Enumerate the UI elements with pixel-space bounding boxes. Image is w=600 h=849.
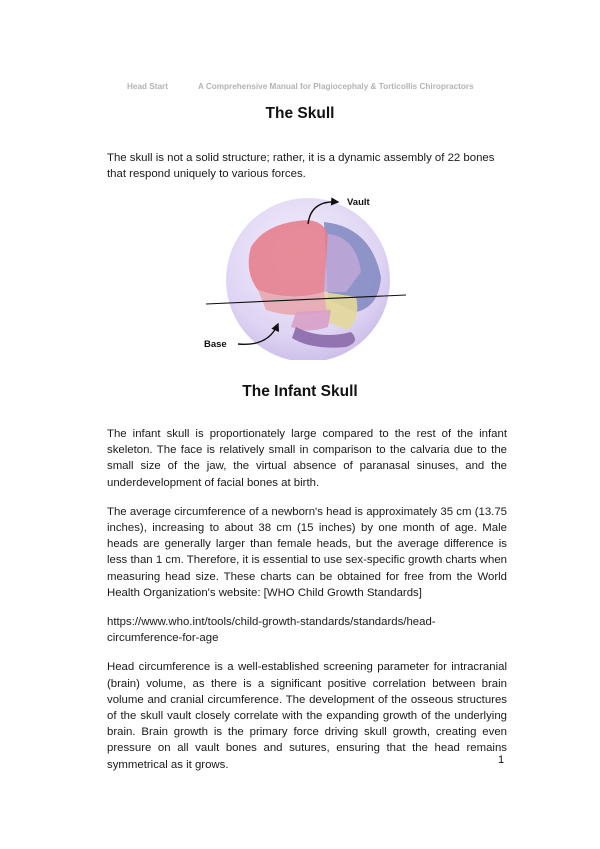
page-number: 1	[498, 754, 505, 766]
paragraph-proportions: The infant skull is proportionately large compared to the rest of the infant skeleton. The face is relatively small in comparison to the calvaria due to the small size of the jaw, the virtual absence of paranasal sinuses, and the underdevelopment of facial bones at birth.	[107, 428, 507, 489]
running-header	[127, 82, 560, 91]
maxilla-bone	[291, 310, 331, 331]
skull-illustration	[196, 192, 426, 360]
paragraph-screening: Head circumference is a well-established screening parameter for intracranial (brain) volume, as there is a significant positive correlation between brain volume and cranial circumference. The development of the osseous structures of the skull vault closely correlate with the expanding growth of the underlying brain. Brain growth is the primary force driving skull growth, creating even pressure on all vault bones and sutures, ensuring that the head remains symmetrical as it grows.	[107, 661, 507, 771]
header-book-title: Head Start	[127, 82, 168, 91]
section-title-infant-skull: The Infant Skull	[242, 383, 358, 400]
intro-paragraph: The skull is not a solid structure; rather, it is a dynamic assembly of 22 bones that respond uniquely to various forces.	[107, 152, 495, 180]
body-text	[107, 426, 507, 786]
who-url: https://www.who.int/tools/child-growth-standards/standards/head-circumference-for-age	[107, 616, 436, 645]
section-title-skull: The Skull	[265, 105, 335, 122]
base-label: Base	[204, 339, 227, 350]
header-subtitle: A Comprehensive Manual for Plagiocephaly & Torticollis Chiropractors	[197, 82, 474, 91]
vault-label: Vault	[347, 197, 370, 208]
skull-figure	[196, 192, 426, 360]
paragraph-circumference: The average circumference of a newborn's head is approximately 35 cm (13.75 inches), increasing to about 38 cm (15 inches) by one month of age. Male heads are generally larger than female heads, but the average difference is less than 1 cm. Therefore, it is essential to use sex-specific growth charts when measuring head size. These charts can be obtained for free from the World Health Organization's website: [WHO Child Growth Standards]	[107, 505, 507, 599]
